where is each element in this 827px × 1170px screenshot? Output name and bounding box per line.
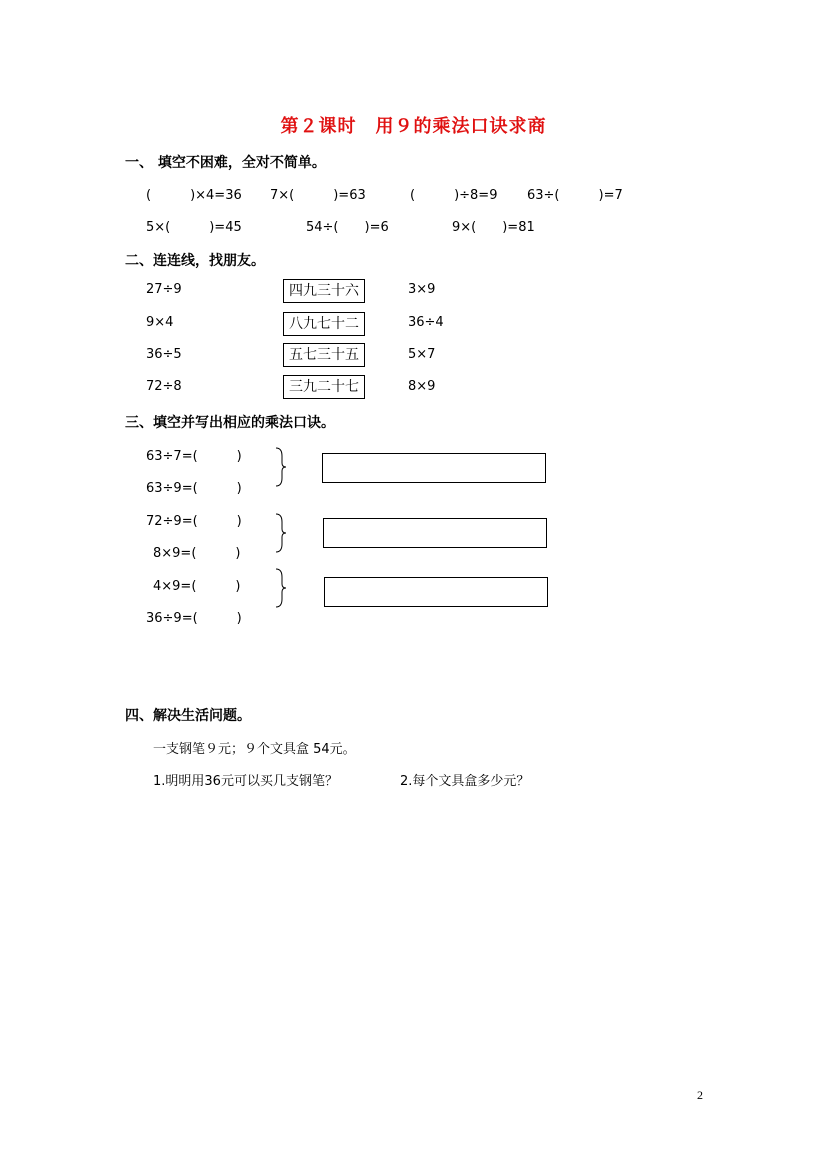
s1-item: ( )×4=36 bbox=[146, 188, 242, 203]
verse-box: 三九二十七 bbox=[283, 375, 365, 399]
brace-icon bbox=[274, 446, 288, 488]
match-left-item: 9×4 bbox=[146, 315, 174, 330]
s3-item: 63÷9=( ) bbox=[146, 481, 242, 496]
s1-item: 5×( )=45 bbox=[146, 220, 242, 235]
s3-item: 72÷9=( ) bbox=[146, 514, 242, 529]
brace-icon bbox=[274, 567, 288, 609]
match-right-item: 5×7 bbox=[408, 347, 436, 362]
match-right-item: 36÷4 bbox=[408, 315, 444, 330]
verse-box: 四九三十六 bbox=[283, 279, 365, 303]
s1-item: 63÷( )=7 bbox=[527, 188, 623, 203]
match-left-item: 36÷5 bbox=[146, 347, 182, 362]
s1-item: 9×( )=81 bbox=[452, 220, 535, 235]
section-2-heading: 二、连连线，找朋友。 bbox=[125, 253, 265, 269]
section-4-heading: 四、解决生活问题。 bbox=[125, 708, 251, 724]
match-right-item: 3×9 bbox=[408, 282, 436, 297]
s1-item: 7×( )=63 bbox=[270, 188, 366, 203]
brace-icon bbox=[274, 512, 288, 554]
s3-item: 63÷7=( ) bbox=[146, 449, 242, 464]
match-right-item: 8×9 bbox=[408, 379, 436, 394]
verse-answer-box[interactable] bbox=[324, 577, 548, 607]
match-left-item: 72÷8 bbox=[146, 379, 182, 394]
section-3-heading: 三、填空并写出相应的乘法口诀。 bbox=[125, 415, 335, 431]
question-2: 2.每个文具盒多少元？ bbox=[400, 774, 530, 789]
s3-item: 8×9=( ) bbox=[153, 546, 241, 561]
s1-item: ( )÷8=9 bbox=[410, 188, 498, 203]
verse-answer-box[interactable] bbox=[322, 453, 546, 483]
match-left-item: 27÷9 bbox=[146, 282, 182, 297]
s1-item: 54÷( )=6 bbox=[306, 220, 389, 235]
verse-box: 八九七十二 bbox=[283, 312, 365, 336]
question-1: 1.明明用36元可以买几支钢笔？ bbox=[153, 774, 338, 789]
section-1-heading: 一、 填空不困难，全对不简单。 bbox=[125, 155, 326, 171]
problem-stem: 一支钢笔９元；９个文具盒 54元。 bbox=[153, 742, 356, 757]
page-title: 第２课时 用９的乘法口诀求商 bbox=[280, 116, 547, 137]
page-number: 2 bbox=[697, 1088, 703, 1102]
s3-item: 36÷9=( ) bbox=[146, 611, 242, 626]
verse-answer-box[interactable] bbox=[323, 518, 547, 548]
verse-box: 五七三十五 bbox=[283, 343, 365, 367]
s3-item: 4×9=( ) bbox=[153, 579, 241, 594]
